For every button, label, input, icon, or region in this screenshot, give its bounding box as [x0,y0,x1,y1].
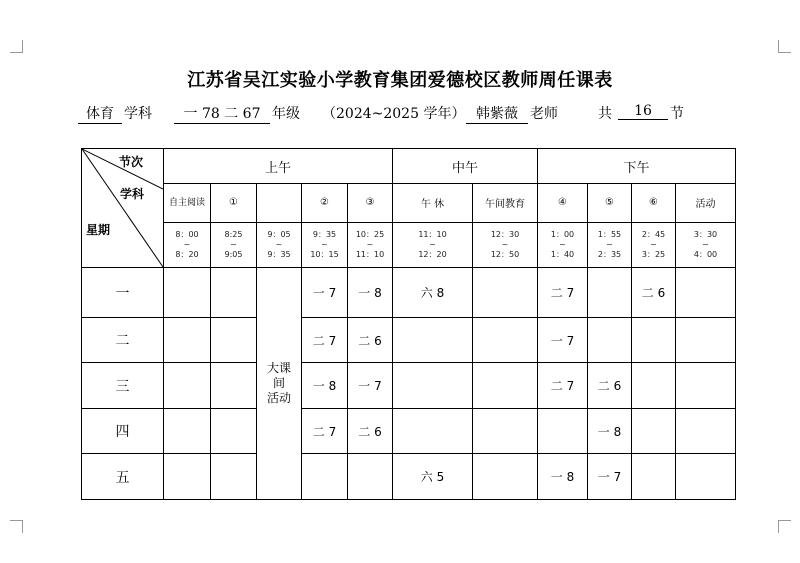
period-time-line: 9：05 [267,229,291,239]
period-time-line: ~ [501,239,509,249]
period-time-line: ~ [321,239,328,249]
period-label: ③ [348,184,393,222]
period-time-line: ~ [559,239,566,249]
period-time-line: ~ [183,239,191,249]
corner-label-xueke: 学科 [120,187,145,201]
crop-mark-top-right [778,40,791,53]
big-break-line: 大课 [266,361,291,375]
big-break-cell [257,268,302,500]
period-time-line: ~ [275,239,283,249]
period-time-line: ~ [650,239,657,249]
teacher-name: 韩紫薇 [466,103,528,124]
schedule-cell: 一 8 [348,268,393,318]
day-row [82,318,736,363]
weekday-label: 一 [82,268,164,318]
schedule-cell [588,268,632,318]
period-time [257,222,302,267]
schedule-cell [473,409,538,454]
period-time-line: 3：30 [693,229,718,239]
period-time [302,222,348,267]
schedule-cell [302,454,348,500]
big-break-line: 间 [272,376,285,390]
schedule-cell [632,318,676,363]
period-label: ④ [538,184,588,222]
schedule-cell: 一 8 [538,454,588,500]
period-label: ② [302,184,348,222]
big-break-line: 活动 [266,391,291,405]
schedule-cell [164,363,211,409]
subject-suffix: 学科 [124,106,152,122]
crop-mark-bottom-left [10,520,23,533]
crop-mark-top-left [10,40,23,53]
day-row [82,409,736,454]
schedule-cell [211,268,257,318]
weekday-label: 三 [82,363,164,409]
period-time-line: 9：35 [312,229,337,239]
period-label: 自主阅读 [164,184,211,222]
schedule-cell [393,409,473,454]
schedule-cell: 一 7 [348,363,393,409]
schedule-cell: 一 7 [538,318,588,363]
schedule-cell [588,318,632,363]
period-label: 活动 [676,184,736,222]
school-year: （2024~2025 学年） [322,106,466,122]
schedule-cell: 二 7 [302,409,348,454]
schedule-cell [676,318,736,363]
period-label: 午 休 [393,184,473,222]
schedule-cell [473,454,538,500]
schedule-cell [473,268,538,318]
schedule-cell: 二 7 [538,363,588,409]
period-time [393,222,473,267]
day-row [82,268,736,318]
period-time-line: 9：35 [267,249,291,259]
day-row [82,363,736,409]
schedule-cell [473,318,538,363]
period-time-line: 12：20 [418,249,447,259]
schedule-cell [676,409,736,454]
schedule-cell [164,454,211,500]
period-time-line: 2：45 [641,229,666,239]
crop-mark-bottom-right [778,520,791,533]
period-time-line: 10：25 [355,229,385,239]
schedule-cell: 二 7 [302,318,348,363]
period-label: 午间教育 [473,184,538,222]
teacher-suffix: 老师 [530,106,558,122]
period-label: ⑥ [632,184,676,222]
schedule-cell [211,409,257,454]
period-time-line: 12：50 [490,249,520,259]
period-time [538,222,588,267]
morning-header: 上午 [164,149,393,184]
schedule-cell: 一 7 [302,268,348,318]
period-time [348,222,393,267]
schedule-cell: 六 8 [393,268,473,318]
schedule-cell: 二 7 [538,268,588,318]
period-time-line: ~ [429,239,436,249]
schedule-cell [393,363,473,409]
period-label [257,184,302,222]
schedule-cell [676,363,736,409]
period-time [676,222,736,267]
big-break-label [267,361,291,406]
schedule-cell [676,454,736,500]
total-value: 16 [618,103,668,120]
period-time [473,222,538,267]
schedule-cell [393,318,473,363]
afternoon-header: 下午 [538,149,736,184]
schedule-cell [211,454,257,500]
period-time-line: 9:05 [224,249,243,259]
corner-header-cell [82,149,164,268]
period-time-line: 8:25 [224,229,243,239]
weekday-label: 二 [82,318,164,363]
schedule-cell [632,363,676,409]
period-time-line: 11：10 [418,229,447,239]
schedule-cell [348,454,393,500]
schedule-cell: 二 6 [588,363,632,409]
weekday-label: 四 [82,409,164,454]
schedule-cell: 二 6 [348,318,393,363]
page-title: 江苏省吴江实验小学教育集团爱德校区教师周任课表 [187,70,613,91]
period-time [164,222,211,267]
period-time-line: 12：30 [490,229,520,239]
schedule-cell [676,268,736,318]
noon-header: 中午 [393,149,538,184]
schedule-cell [164,268,211,318]
period-time-line: 2：35 [597,249,622,259]
corner-label-xingqi: 星期 [86,223,111,237]
period-time-line: 1：55 [597,229,622,239]
period-time-line: 1：00 [550,229,575,239]
period-time-line: 11：10 [355,249,385,259]
weekday-label: 五 [82,454,164,500]
period-time-line: ~ [230,239,237,249]
period-time-line: 3：25 [641,249,666,259]
schedule-cell: 二 6 [348,409,393,454]
period-time-line: 1：40 [550,249,575,259]
schedule-cell [164,318,211,363]
period-label: ⑤ [588,184,632,222]
period-time [211,222,257,267]
period-time [632,222,676,267]
period-time-line: 10：15 [310,249,339,259]
period-time-line: 8：00 [175,229,199,239]
period-time-line: 4：00 [693,249,718,259]
corner-label-jieci: 节次 [119,155,144,169]
schedule-cell: 二 6 [632,268,676,318]
classes-value: 一 78 二 67 [174,103,270,124]
schedule-cell: 六 5 [393,454,473,500]
schedule-cell [632,409,676,454]
schedule-cell [538,409,588,454]
schedule-cell: 一 8 [302,363,348,409]
schedule-cell [632,454,676,500]
schedule-cell: 一 8 [588,409,632,454]
day-row [82,454,736,500]
grade-suffix: 年级 [272,106,300,122]
schedule-cell [473,363,538,409]
period-time-line: ~ [606,239,613,249]
period-time-line: 8：20 [175,249,199,259]
schedule-cell: 一 7 [588,454,632,500]
subject-value: 体育 [78,103,122,124]
schedule-table [81,148,736,500]
total-suffix: 节 [670,106,684,122]
total-prefix: 共 [598,106,612,122]
period-time-line: ~ [366,239,374,249]
schedule-cell [211,363,257,409]
period-label: ① [211,184,257,222]
schedule-cell [164,409,211,454]
schedule-cell [211,318,257,363]
period-time-line: ~ [702,239,709,249]
period-time [588,222,632,267]
